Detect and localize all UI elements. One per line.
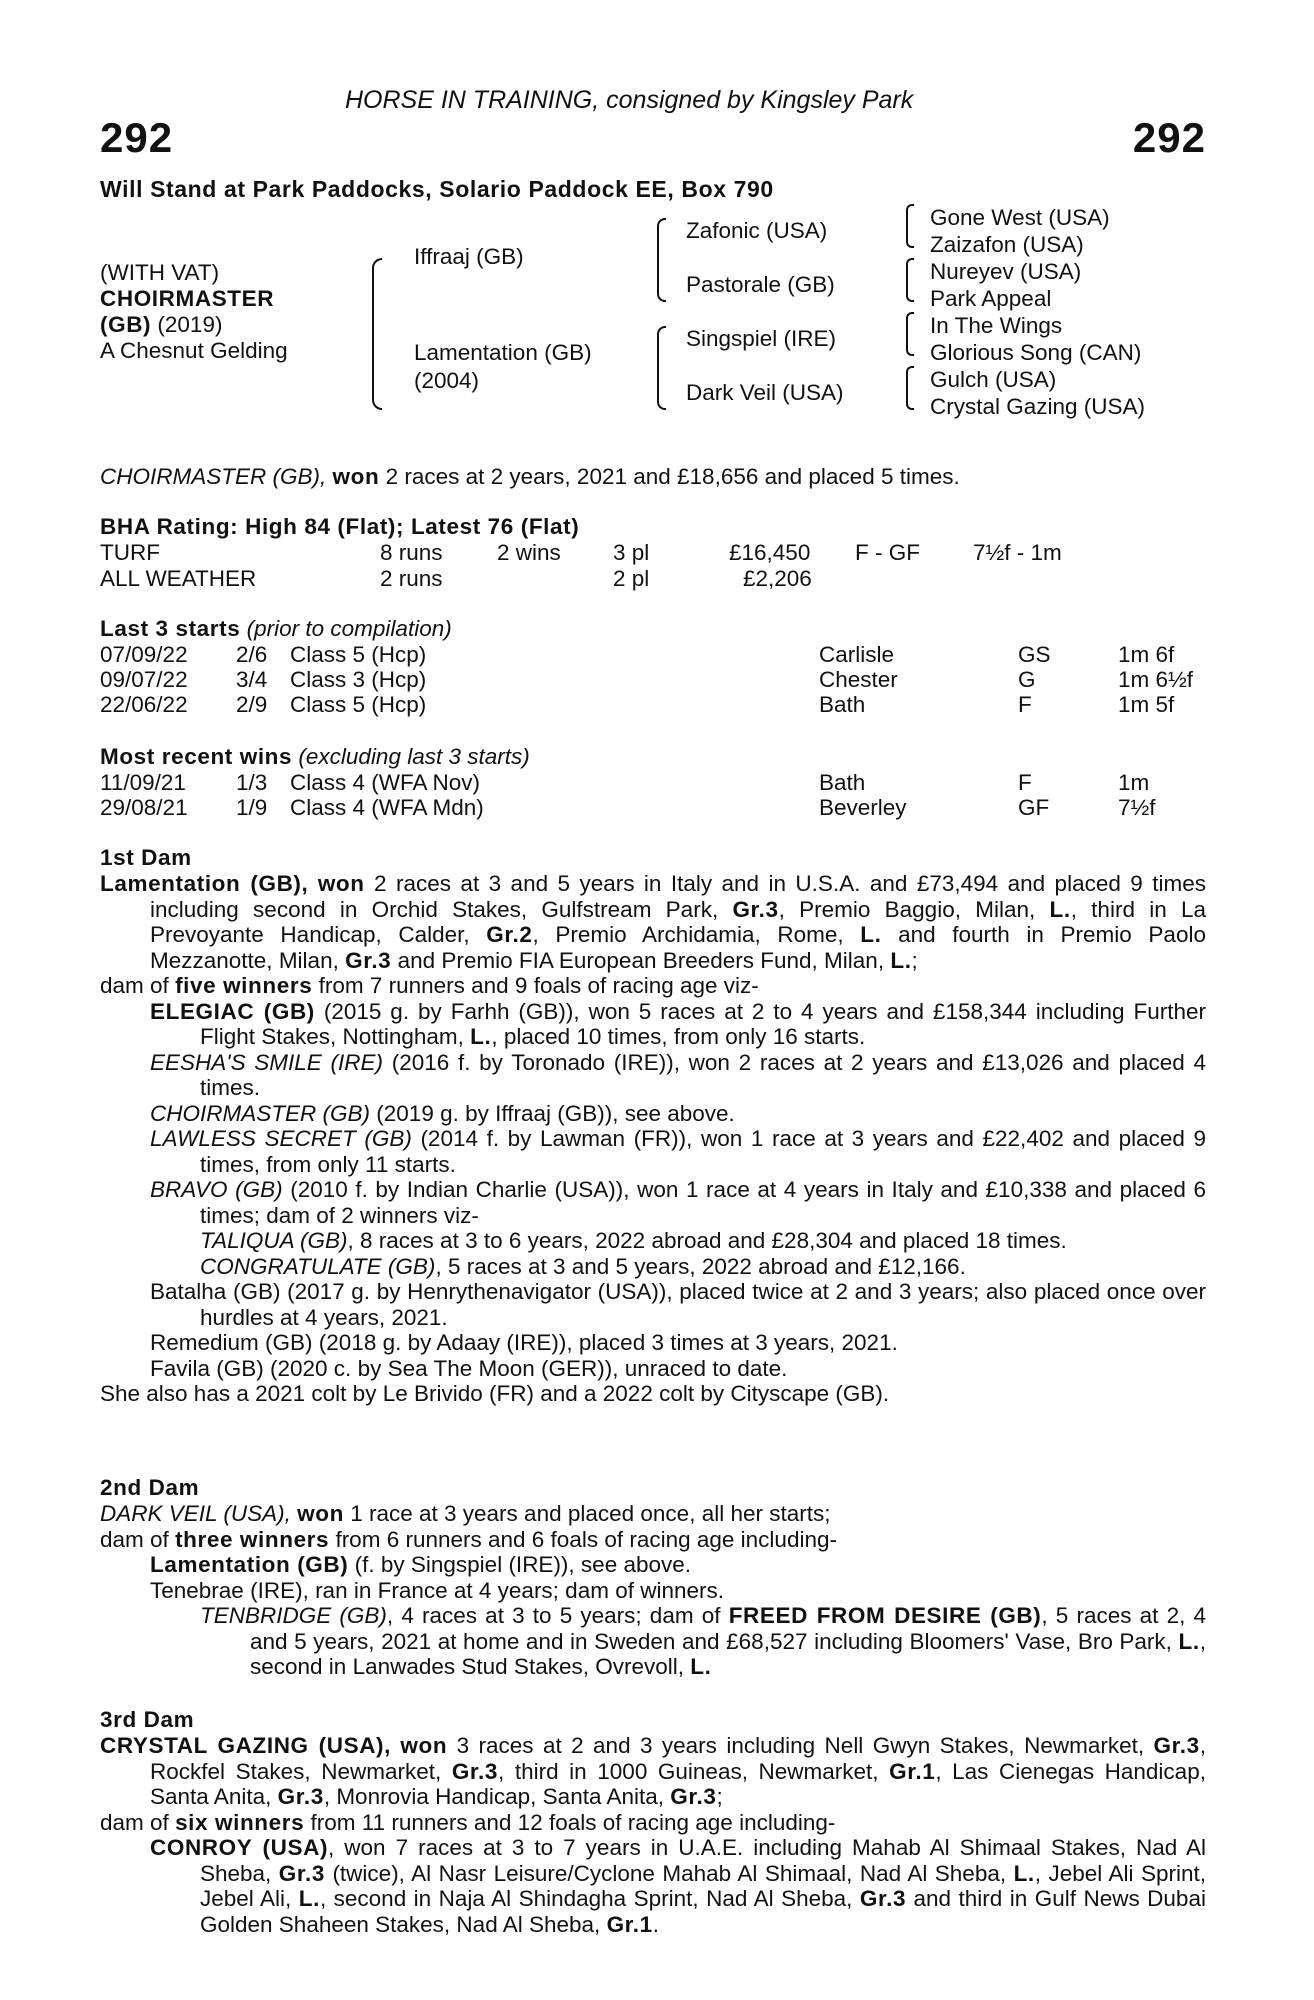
race-summary: CHOIRMASTER (GB), won 2 races at 2 years, 2021 and £18,656 and placed 5 times.: [100, 464, 960, 489]
first-dam-section: [100, 871, 1206, 1407]
bha-rating-title: BHA Rating: High 84 (Flat); Latest 76 (Flat): [100, 514, 580, 539]
grand-produce-entry: TALIQUA (GB), 8 races at 3 to 6 years, 2022 abroad and £28,304 and placed 18 times.: [200, 1228, 1067, 1253]
pedigree-sire: Iffraaj (GB): [414, 244, 524, 269]
stand-location: Will Stand at Park Paddocks, Solario Paddock EE, Box 790: [100, 176, 774, 202]
grand-produce-entry: CONGRATULATE (GB), 5 races at 3 and 5 years, 2022 abroad and £12,166.: [200, 1253, 966, 1279]
consignment-heading: HORSE IN TRAINING, consigned by Kingsley Park: [345, 86, 914, 114]
pedigree-brace-3c: [906, 312, 914, 356]
pedigree-sds: Nureyev (USA): [930, 259, 1082, 284]
second-dam-record: DARK VEIL (USA), won 1 race at 3 years and placed once, all her starts;: [100, 1501, 831, 1526]
pedigree-ddd: Crystal Gazing (USA): [930, 394, 1146, 419]
first-dam-heading: 1st Dam: [100, 845, 192, 870]
produce-entry: LAWLESS SECRET (GB) (2014 f. by Lawman (FR)), won 1 race at 3 years and £22,402 and placed 9 times, from only 11 starts.: [150, 1126, 1206, 1177]
produce-entry: ELEGIAC (GB) (2015 g. by Farhh (GB)), won 5 races at 2 to 4 years and £158,344 including Further Flight Stakes, Nottingham, L., placed 10 times, from only 16 starts.: [150, 998, 1206, 1049]
pedigree-brace-2a: [657, 218, 666, 302]
pedigree-sdd: Park Appeal: [930, 286, 1052, 311]
second-dam-produce-summary: dam of three winners from 6 runners and 6 foals of racing age including-: [100, 1526, 837, 1552]
last-starts-title: Last 3 starts (prior to compilation): [100, 616, 452, 641]
pedigree-dam-year: (2004): [414, 368, 480, 393]
pedigree-brace-3a: [906, 204, 914, 248]
second-dam-heading: 2nd Dam: [100, 1475, 200, 1500]
horse-year: (2019): [157, 312, 223, 337]
first-dam-record: Lamentation (GB), won 2 races at 3 and 5 years in Italy and in U.S.A. and £73,494 and placed 9 times including second in Orchid Stakes, Gulfstream Park, Gr.3, Premio Baggio, Milan, L., third in La Prevoyante Handicap, Calder, Gr.2, Premio Archidamia, Rome, L. and fourth in Premio Paolo Mezzanotte, Milan, Gr.3 and Premio FIA European Breeders Fund, Milan, L.;: [100, 871, 1206, 973]
produce-entry: BRAVO (GB) (2010 f. by Indian Charlie (USA)), won 1 race at 4 years in Italy and £10,338 and placed 6 times; dam of 2 winners viz-: [150, 1177, 1206, 1228]
pedigree-sire-sire: Zafonic (USA): [686, 218, 828, 243]
pedigree-brace-3b: [906, 258, 914, 302]
pedigree-dds: Gulch (USA): [930, 367, 1057, 392]
first-dam-foals-note: She also has a 2021 colt by Le Brivido (FR) and a 2022 colt by Cityscape (GB).: [100, 1381, 890, 1406]
pedigree-dsd: Glorious Song (CAN): [930, 340, 1142, 365]
pedigree-dam-sire: Singspiel (IRE): [686, 326, 837, 351]
produce-entry: CONROY (USA), won 7 races at 3 to 7 years in U.A.E. including Mahab Al Shimaal Stakes, Nad Al Sheba, Gr.3 (twice), Al Nasr Leisure/Cyclone Mahab Al Shimaal, Nad Al Sheba, L., Jebel Ali Sprint, Jebel Ali, L., second in Naja Al Shindagha Sprint, Nad Al Sheba, Gr.3 and third in Gulf News Dubai Golden Shaheen Stakes, Nad Al Sheba, Gr.1.: [150, 1835, 1206, 1937]
pedigree-dss: In The Wings: [930, 313, 1063, 338]
produce-entry: Remedium (GB) (2018 g. by Adaay (IRE)), placed 3 times at 3 years, 2021.: [150, 1330, 898, 1355]
produce-entry: CHOIRMASTER (GB) (2019 g. by Iffraaj (GB)), see above.: [150, 1100, 735, 1126]
third-dam-heading: 3rd Dam: [100, 1707, 195, 1732]
horse-name: CHOIRMASTER: [100, 286, 275, 311]
pedigree-dam-dam: Dark Veil (USA): [686, 380, 844, 405]
horse-origin: [100, 312, 222, 338]
horse-country: (GB): [100, 312, 152, 337]
third-dam-produce-summary: dam of six winners from 11 runners and 12 foals of racing age including-: [100, 1809, 836, 1835]
pedigree-sire-dam: Pastorale (GB): [686, 272, 835, 297]
lot-number-right: 292: [1132, 114, 1206, 161]
pedigree-ssd: Zaizafon (USA): [930, 232, 1084, 257]
horse-description: A Chesnut Gelding: [100, 338, 288, 363]
pedigree-dam: Lamentation (GB): [414, 340, 592, 365]
pedigree-brace-3d: [906, 366, 914, 410]
produce-entry: Tenebrae (IRE), ran in France at 4 years; dam of winners.: [150, 1577, 725, 1603]
pedigree-brace-1: [372, 258, 382, 410]
lot-number-left: 292: [100, 114, 174, 161]
third-dam-record: CRYSTAL GAZING (USA), won 3 races at 2 and 3 years including Nell Gwyn Stakes, Newmarket, Gr.3, Rockfel Stakes, Newmarket, Gr.3, third in 1000 Guineas, Newmarket, Gr.1, Las Cienegas Handicap, Santa Anita, Gr.3, Monrovia Handicap, Santa Anita, Gr.3;: [100, 1733, 1206, 1809]
produce-entry: Batalha (GB) (2017 g. by Henrythenavigator (USA)), placed twice at 2 and 3 years; also placed once over hurdles at 4 years, 2021.: [150, 1279, 1206, 1330]
pedigree-brace-2b: [657, 326, 666, 410]
vat-note: (WITH VAT): [100, 260, 220, 285]
grand-produce-entry: TENBRIDGE (GB), 4 races at 3 to 5 years; dam of FREED FROM DESIRE (GB), 5 races at 2, 4 and 5 years, 2021 at home and in Sweden and £68,527 including Bloomers' Vase, Bro Park, L., second in Lanwades Stud Stakes, Ovrevoll, L.: [200, 1603, 1207, 1679]
produce-entry: Favila (GB) (2020 c. by Sea The Moon (GER)), unraced to date.: [150, 1355, 788, 1381]
first-dam-produce-summary: dam of five winners from 7 runners and 9 foals of racing age viz-: [100, 973, 759, 998]
catalogue-page: HORSE IN TRAINING, consigned by Kingsley Park 292 292 Will Stand at Park Paddocks, Solario Paddock EE, Box 790 (WITH VAT) CHOIRMASTER (GB) (2019) A Chesnut Gelding Iffraaj (GB) Lamentation (GB) (2004) Zafonic (USA) Pastorale (GB) Singspiel (IRE) Dark Veil (USA) Gone West (USA) Zaizafon (USA) Nureyev (USA) Park Appeal In The Wings Glorious Song (CAN) Gulch (USA) Crystal Gazing (USA) CHOIRMASTER (GB), won 2 races at 2 years, 2021 and £18,656 and placed 5 times. BHA Rating: High 84 (Flat); Latest 76 (Flat) TURF 8 runs 2 wins 3 pl £16,450 F - GF 7½f - 1m ALL WEATHER 2 runs 2 pl £2,206 Last 3 starts (prior to compilation) 07/09/22 2/6 Class 5 (Hcp) Carlisle GS 1m 6f 09/07/22 3/4 Class 3 (Hcp) Chester G 1m 6½f 22/06/22 2/9 Class 5 (Hcp) Bath F 1m 5f Most recent wins (excluding last 3 starts) 11/09/21 1/3 Class 4 (WFA Nov) Bath F 1m 29/08/21 1/9 Class 4 (WFA Mdn) Beverley GF 7½f 1st Dam Lamentation (GB), won 2 races at 3 and 5 years in Italy and in U.S.A. and £73,494 and placed 9 times including second in Orchid Stakes, Gulfstream Park, Gr.3, Premio Baggio, Milan, L., third in La Prevoyante Handicap, Calder, Gr.2, Premio Archidamia, Rome, L. and fourth in Premio Paolo Mezzanotte, Milan, Gr.3 and Premio FIA European Breeders Fund, Milan, L.; dam of five winners from 7 runners and 9 foals of racing age viz- ELEGIAC (GB) (2015 g. by Farhh (GB)), won 5 races at 2 to 4 years and £158,344 including Further Flight Stakes, Nottingham, L., placed 10 times, from only 16 starts. EESHA'S SMILE (IRE) (2016 f. by Toronado (IRE)), won 2 races at 2 years and £13,026 and placed 4 times. CHOIRMASTER (GB) (2019 g. by Iffraaj (GB)), see above. LAWLESS SECRET (GB) (2014 f. by Lawman (FR)), won 1 race at 3 years and £22,402 and placed 9 times, from only 11 starts. BRAVO (GB) (2010 f. by Indian Charlie (USA)), won 1 race at 4 years in Italy and £10,338 and placed 6 times; dam of 2 winners viz- TALIQUA (GB), 8 races at 3 to 6 years, 2022 abroad and £28,304 and placed 18 times. CONGRATULATE (GB), 5 races at 3 and 5 years, 2022 abroad and £12,166. Batalha (GB) (2017 g. by Henrythenavigator (USA)), placed twice at 2 and 3 years; also placed once over hurdles at 4 years, 2021. Remedium (GB) (2018 g. by Adaay (IRE)), placed 3 times at 3 years, 2021. Favila (GB) (2020 c. by Sea The Moon (GER)), unraced to date. She also has a 2021 colt by Le Brivido (FR) and a 2022 colt by Cityscape (GB). 2nd Dam DARK VEIL (USA), won 1 race at 3 years and placed once, all her starts; dam of three winners from 6 runners and 6 foals of racing age including- Lamentation (GB) (f. by Singspiel (IRE)), see above. Tenebrae (IRE), ran in France at 4 years; dam of winners. TENBRIDGE (GB), 4 races at 3 to 5 years; dam of FREED FROM DESIRE (GB), 5 races at 2, 4 and 5 years, 2021 at home and in Sweden and £68,527 including Bloomers' Vase, Bro Park, L., second in Lanwades Stud Stakes, Ovrevoll, L. 3rd Dam CRYSTAL GAZING (USA), won 3 races at 2 and 3 years including Nell Gwyn Stakes, Newmarket, Gr.3, Rockfel Stakes, Newmarket, Gr.3, third in 1000 Guineas, Newmarket, Gr.1, Las Cienegas Handicap, Santa Anita, Gr.3, Monrovia Handicap, Santa Anita, Gr.3; dam of six winners from 11 runners and 12 foals of racing age including- CONROY (USA), won 7 races at 3 to 7 years in U.A.E. including Mahab Al Shimaal Stakes, Nad Al Sheba, Gr.3 (twice), Al Nasr Leisure/Cyclone Mahab Al Shimaal, Nad Al Sheba, L., Jebel Ali Sprint, Jebel Ali, L., second in Naja Al Shindagha Sprint, Nad Al Sheba, Gr.3 and third in Gulf News Dubai Golden Shaheen Stakes, Nad Al Sheba, Gr.1.: [100, 86, 1207, 1937]
pedigree-sss: Gone West (USA): [930, 205, 1110, 230]
third-dam-section: [100, 1733, 1206, 1937]
recent-wins-title: Most recent wins (excluding last 3 starts): [100, 744, 530, 769]
second-dam-section: [100, 1501, 1206, 1680]
produce-entry: EESHA'S SMILE (IRE) (2016 f. by Toronado (IRE)), won 2 races at 2 years and £13,026 and placed 4 times.: [150, 1049, 1206, 1100]
produce-entry: Lamentation (GB) (f. by Singspiel (IRE)), see above.: [150, 1552, 692, 1577]
